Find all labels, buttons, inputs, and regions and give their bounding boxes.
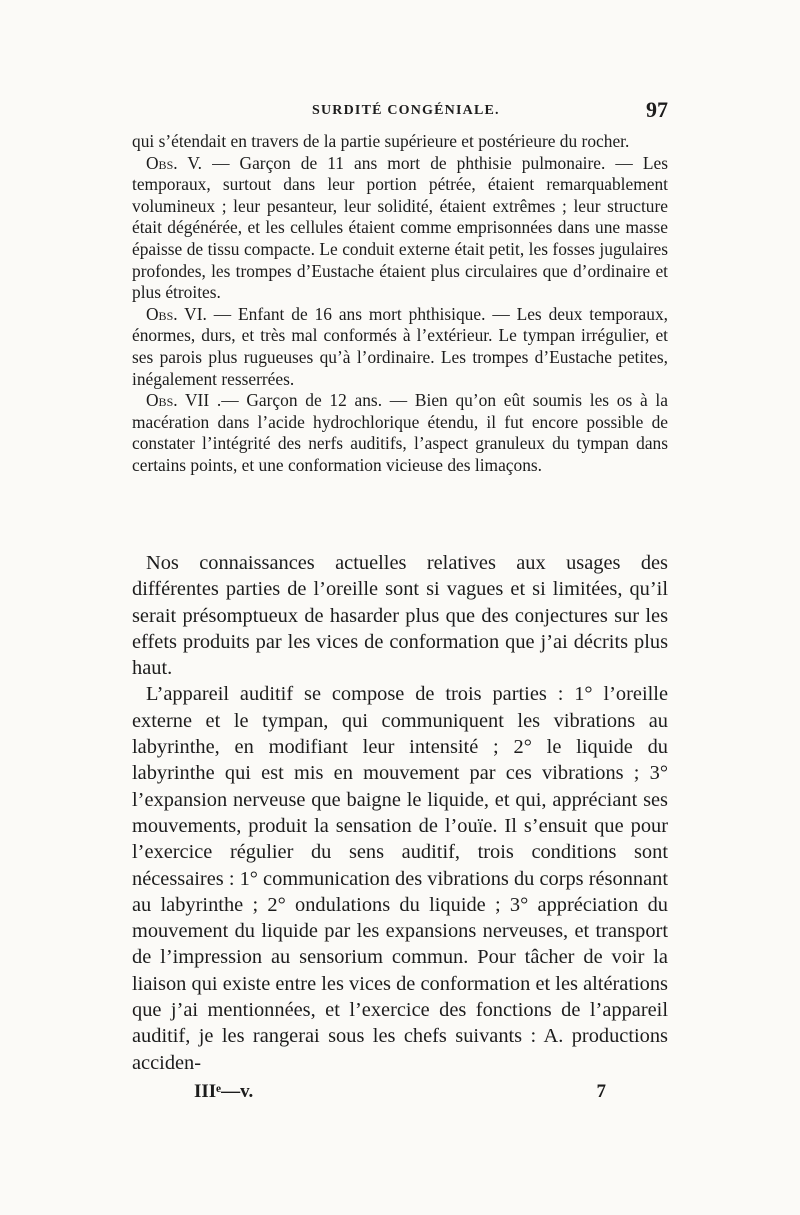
observation-7 xyxy=(132,390,668,476)
observation-7-text: .— Garçon de 12 ans. — Bien qu’on eût soumis les os à la macération dans l’acide hydrochlorique étendu, il fut encore possible de constater l’intégrité des nerfs auditifs, l’aspect granuleux du tympan dans certains points, et une conformation vicieuse des limaçons. xyxy=(132,390,668,475)
observation-5-text: — Garçon de 11 ans mort de phthisie pulmonaire. — Les temporaux, surtout dans leur portion pétrée, étaient remarquablement volumineux ; leur pesanteur, leur solidité, étaient extrêmes ; leur structure était dégénérée, et les cellules étaient comme emprisonnées dans une masse épaisse de tissu compacte. Le conduit externe était petit, les fosses jugulaires profondes, les trompes d’Eustache étaient plus circulaires que d’ordinaire et plus étroites. xyxy=(132,152,668,303)
observation-6-label: Obs. VI. xyxy=(146,303,207,324)
observations-section xyxy=(132,131,668,477)
body-paragraph-2: L’appareil auditif se compose de trois parties : 1° l’oreille externe et le tympan, qui communiquent les vibrations au labyrinthe, en modifiant leur intensité ; 2° le liquide du labyrinthe qui est mis en mouvement par ces vibrations ; 3° l’expansion nerveuse que baigne le liquide, et qui, appréciant ses mouvements, produit la sensation de l’ouïe. Il s’ensuit que pour l’exercice régulier du sens auditif, trois conditions sont nécessaires : 1° communication des vibrations du corps résonnant au labyrinthe ; 2° ondulations du liquide ; 3° appréciation du mouvement du liquide par les expansions nerveuses, et transport de l’impression au sensorium commun. Pour tâcher de voir la liaison qui existe entre les vices de conformation et les altérations que j’ai mentionnées, et l’exercice des fonctions de l’appareil auditif, je les rangerai sous les chefs suivants : A. productions acciden- xyxy=(132,683,668,1074)
continuation-text: qui s’étendait en travers de la partie supérieure et postérieure du rocher. xyxy=(132,131,630,151)
observation-5 xyxy=(132,153,668,304)
page-number: 97 xyxy=(646,97,668,122)
observation-5-label: Obs. V. xyxy=(146,152,202,173)
body-text-section xyxy=(132,550,668,1076)
signature-mark: IIIᵉ—v. xyxy=(194,1081,254,1102)
observation-7-label: Obs. VII xyxy=(146,390,210,411)
sheet-number: 7 xyxy=(596,1081,606,1102)
body-paragraph-1: Nos connaissances actuelles relatives aux usages des différentes parties de l’oreille sont si vagues et si limitées, qu’il serait présomptueux de hasarder plus que des conjectures sur les effets produits par les vices de conformation que j’ai décrits plus haut. xyxy=(132,552,668,680)
running-title: SURDITÉ CONGÉNIALE. xyxy=(312,103,500,118)
page-footer xyxy=(132,1081,668,1109)
observation-6 xyxy=(132,304,668,390)
page-header xyxy=(132,99,668,125)
observation-6-text: — Enfant de 16 ans mort phthisique. — Les deux temporaux, énormes, durs, et très mal conformés à l’extérieur. Le tympan irrégulier, et ses parois plus rugueuses qu’à l’ordinaire. Les trompes d’Eustache petites, inégalement resserrées. xyxy=(132,303,668,389)
